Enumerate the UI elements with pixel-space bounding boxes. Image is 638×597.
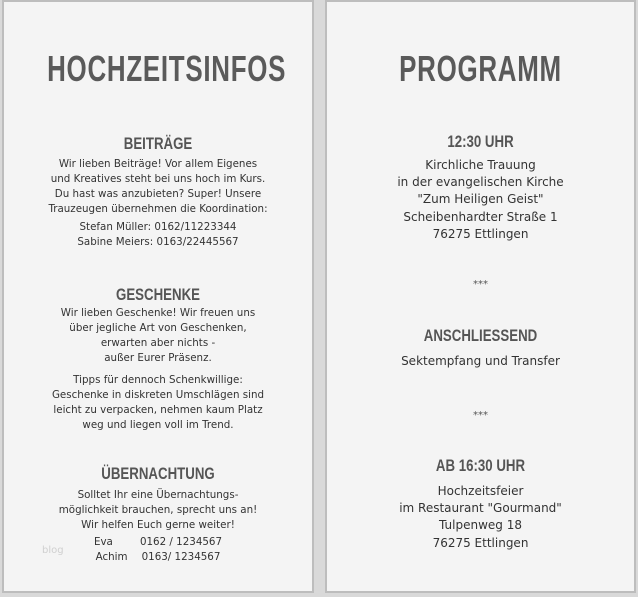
- text-line: erwarten aber nichts -: [100, 337, 216, 349]
- text-line: Solltet Ihr eine Übernachtungs-: [77, 489, 239, 501]
- contact-name: Achim: [95, 551, 128, 563]
- contact-line: Sabine Meiers: 0163/22445567: [77, 236, 239, 248]
- text-line: Sektempfang und Transfer: [401, 354, 560, 368]
- separator: ***: [473, 410, 488, 421]
- text-line: außer Eurer Präsenz.: [104, 352, 212, 364]
- text-line: Scheibenhardter Straße 1: [403, 209, 558, 224]
- separator: ***: [473, 279, 488, 290]
- text-line: über jegliche Art von Geschenken,: [69, 322, 247, 334]
- section-heading-uebernachtung: ÜBERNACHTUNG: [101, 464, 215, 483]
- info-page: [2, 0, 314, 593]
- text-line: Trauzeugen übernehmen die Koordination:: [48, 203, 268, 215]
- page-title: PROGRAMM: [399, 48, 562, 89]
- text-line: Wir lieben Beiträge! Vor allem Eigenes: [58, 158, 258, 170]
- contact-line: Stefan Müller: 0162/11223344: [79, 221, 237, 233]
- program-time-2: ANSCHLIESSEND: [423, 326, 538, 345]
- text-line: 76275 Ettlingen: [432, 535, 529, 550]
- text-line: Tipps für dennoch Schenkwillige:: [73, 374, 243, 386]
- program-block-3: [327, 483, 634, 552]
- text-line: 76275 Ettlingen: [432, 226, 529, 241]
- text-line: Tulpenweg 18: [439, 518, 522, 533]
- page-title: HOCHZEITSINFOS: [47, 48, 287, 89]
- text-line: Hochzeitsfeier: [437, 484, 524, 498]
- program-block-2: [327, 353, 634, 370]
- text-line: möglichkeit brauchen, sprecht uns an!: [58, 504, 258, 516]
- contact-name: Eva: [93, 536, 113, 548]
- text-line: im Restaurant "Gourmand": [399, 501, 562, 516]
- program-page: [325, 0, 636, 593]
- contact-phone: 0163/ 1234567: [141, 551, 221, 563]
- watermark: blog: [42, 545, 64, 556]
- section-heading-geschenke: GESCHENKE: [116, 285, 200, 304]
- text-line: Geschenke in diskreten Umschlägen sind: [51, 389, 265, 401]
- text-line: weg und liegen voll im Trend.: [82, 419, 234, 431]
- program-block-1: [327, 157, 634, 243]
- program-time-1: 12:30 UHR: [447, 132, 514, 151]
- contact-phone: 0162 / 1234567: [139, 536, 223, 548]
- text-line: Wir helfen Euch gerne weiter!: [81, 519, 235, 531]
- text-line: in der evangelischen Kirche: [397, 175, 564, 190]
- text-line: "Zum Heiligen Geist": [417, 192, 544, 207]
- text-line: Kirchliche Trauung: [425, 158, 536, 172]
- text-line: Du hast was anzubieten? Super! Unsere: [54, 188, 262, 200]
- section-heading-beitraege: BEITRÄGE: [123, 134, 193, 153]
- text-line: und Kreatives steht bei uns hoch im Kurs.: [50, 173, 266, 185]
- text-line: leicht zu verpacken, nehmen kaum Platz: [53, 404, 263, 416]
- beitraege-text: [4, 157, 312, 250]
- program-time-3: AB 16:30 UHR: [435, 456, 526, 475]
- text-line: Wir lieben Geschenke! Wir freuen uns: [60, 307, 256, 319]
- geschenke-text: [4, 306, 312, 433]
